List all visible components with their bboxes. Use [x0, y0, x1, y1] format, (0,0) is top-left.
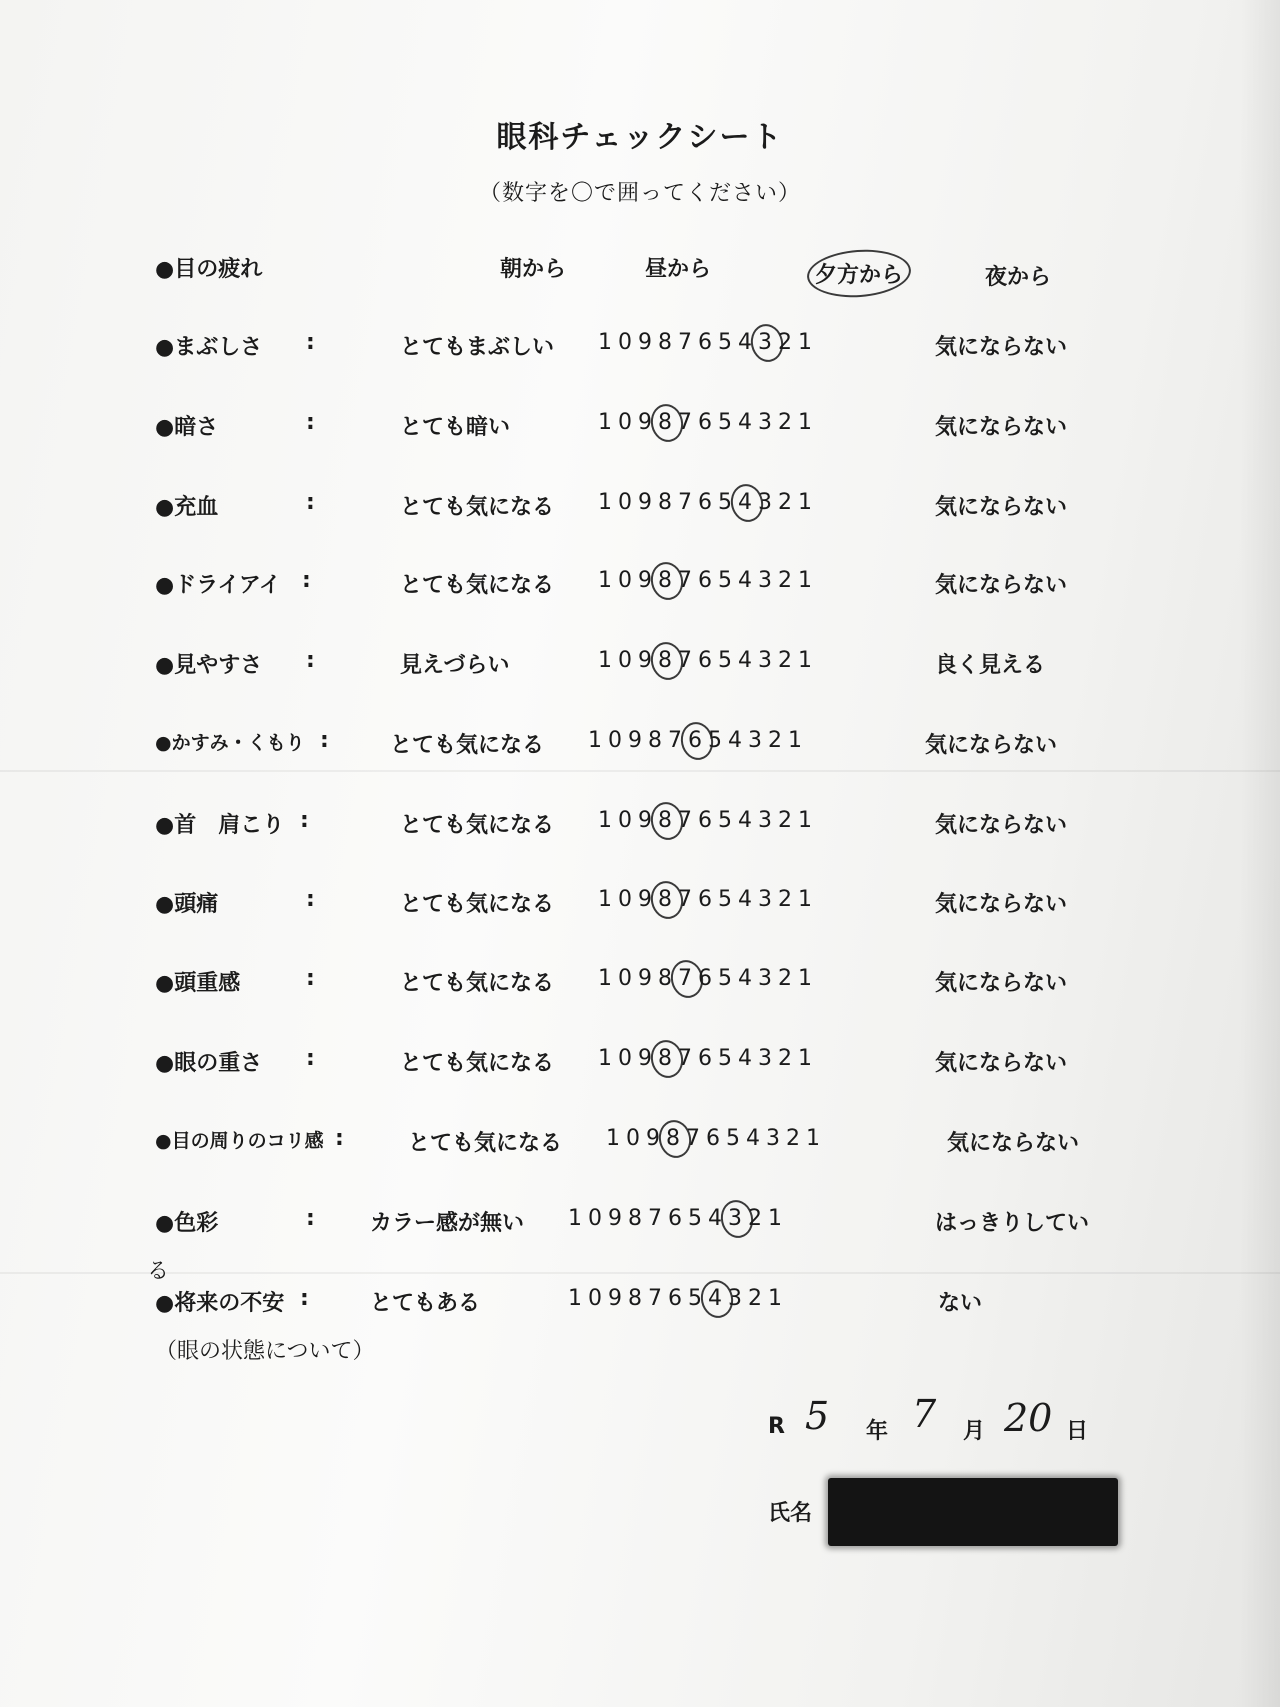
scale-number[interactable]: 3	[758, 808, 778, 833]
scale-low-label: はっきりしてい	[935, 1211, 1090, 1236]
scale-number[interactable]: 6	[698, 410, 718, 435]
scale-number-circled[interactable]: 8	[658, 410, 678, 435]
future-note-line	[0, 1334, 1280, 1374]
scale-number[interactable]: 1	[798, 330, 818, 355]
scale-number-circled[interactable]: 8	[658, 887, 678, 912]
scale-number[interactable]: 3	[728, 1286, 748, 1311]
date-year-handwritten: 5	[805, 1394, 830, 1438]
scale-number[interactable]: 8	[628, 1286, 648, 1311]
scale-numbers	[598, 568, 818, 593]
rating-row	[0, 410, 1280, 450]
row-label: ●眼の重さ	[155, 1051, 263, 1076]
scale-high-label: とても気になる	[400, 1051, 555, 1076]
scale-number[interactable]: 6	[698, 808, 718, 833]
scale-high-label: とてもある	[370, 1291, 481, 1316]
scale-number[interactable]: 9	[638, 1046, 658, 1071]
scale-number-circled[interactable]: 7	[678, 966, 698, 991]
row-colon: :	[300, 1286, 309, 1311]
row-colon: :	[306, 490, 315, 515]
row-colon: :	[306, 1206, 315, 1231]
scale-number[interactable]: 3	[758, 648, 778, 673]
scale-low-label: 良く見える	[935, 653, 1046, 678]
scale-number[interactable]: 7	[686, 1126, 706, 1151]
scale-number[interactable]: 6	[698, 887, 718, 912]
fatigue-option[interactable]: 昼から	[645, 257, 712, 282]
scale-number[interactable]: 2	[778, 410, 798, 435]
scale-number[interactable]: 6	[698, 330, 718, 355]
scale-numbers	[598, 648, 818, 673]
scale-number[interactable]: 2	[768, 728, 788, 753]
rating-row	[0, 1126, 1280, 1166]
scale-number-circled[interactable]: 8	[658, 568, 678, 593]
scale-number[interactable]: 3	[758, 568, 778, 593]
scale-number[interactable]: 1	[798, 1046, 818, 1071]
scale-number[interactable]: 1	[806, 1126, 826, 1151]
scale-number[interactable]: 5	[718, 410, 738, 435]
scale-number-circled[interactable]: 3	[758, 330, 778, 355]
scale-high-label: とてもまぶしい	[400, 335, 555, 360]
rating-row	[0, 1046, 1280, 1086]
row-label: ●頭重感	[155, 971, 241, 996]
scale-number[interactable]: 1	[798, 887, 818, 912]
scale-numbers	[598, 410, 818, 435]
scale-number[interactable]: 1	[798, 568, 818, 593]
scale-number[interactable]: 2	[778, 1046, 798, 1071]
scale-number[interactable]: 5	[718, 490, 738, 515]
scale-numbers	[598, 808, 818, 833]
scale-number[interactable]: 4	[738, 887, 758, 912]
scale-low-label: 気にならない	[947, 1131, 1080, 1156]
scale-number-circled[interactable]: 4	[708, 1286, 728, 1311]
scale-number[interactable]: 1	[798, 490, 818, 515]
fatigue-option[interactable]: 夜から	[985, 265, 1052, 290]
scale-number[interactable]: 6	[698, 490, 718, 515]
rating-row	[0, 808, 1280, 848]
scale-number[interactable]: 10	[606, 1126, 646, 1151]
scale-number[interactable]: 9	[638, 490, 658, 515]
rating-row	[0, 1206, 1280, 1246]
scale-number[interactable]: 5	[718, 330, 738, 355]
scale-number[interactable]: 3	[758, 1046, 778, 1071]
rating-row	[0, 490, 1280, 530]
row-label: ●目の周りのコリ感	[155, 1130, 324, 1152]
scale-numbers	[598, 1046, 818, 1071]
scale-number[interactable]: 10	[598, 648, 638, 673]
scale-number[interactable]: 8	[658, 330, 678, 355]
scale-number[interactable]: 5	[718, 808, 738, 833]
scale-number[interactable]: 7	[678, 1046, 698, 1071]
scale-high-label: とても気になる	[400, 813, 555, 838]
date-month-handwritten: 7	[912, 1392, 937, 1436]
scale-numbers	[598, 887, 818, 912]
scale-number[interactable]: 2	[778, 808, 798, 833]
scale-low-label: 気にならない	[935, 1051, 1068, 1076]
scale-number[interactable]: 2	[748, 1286, 768, 1311]
paper-crease	[0, 770, 1280, 772]
rating-row	[0, 648, 1280, 688]
scale-number[interactable]: 7	[678, 568, 698, 593]
scale-number[interactable]: 10	[598, 808, 638, 833]
scale-number[interactable]: 6	[698, 966, 718, 991]
scale-number[interactable]: 2	[778, 490, 798, 515]
scale-low-label: 気にならない	[935, 971, 1068, 996]
sheet-title: 眼科チェックシート	[496, 120, 784, 155]
row-label: ●かすみ・くもり	[155, 732, 305, 754]
scale-number[interactable]: 9	[638, 330, 658, 355]
scale-number[interactable]: 7	[648, 1206, 668, 1231]
scale-number[interactable]: 5	[708, 728, 728, 753]
row-colon: :	[306, 410, 315, 435]
scale-number[interactable]: 2	[786, 1126, 806, 1151]
row-colon: :	[306, 1046, 315, 1071]
scale-numbers	[598, 966, 818, 991]
scale-number[interactable]: 6	[698, 568, 718, 593]
scale-number[interactable]: 9	[638, 410, 658, 435]
scale-number[interactable]: 10	[568, 1286, 608, 1311]
scale-number[interactable]: 7	[678, 490, 698, 515]
scale-number[interactable]: 10	[598, 887, 638, 912]
scale-number[interactable]: 7	[668, 728, 688, 753]
scale-number[interactable]: 1	[768, 1286, 788, 1311]
wrapped-text: る	[147, 1259, 170, 1284]
scale-low-label: 気にならない	[935, 813, 1068, 838]
scale-number[interactable]: 1	[798, 648, 818, 673]
scale-numbers	[588, 728, 808, 753]
scale-number[interactable]: 9	[628, 728, 648, 753]
scale-number[interactable]: 3	[758, 887, 778, 912]
scale-number-circled[interactable]: 3	[728, 1206, 748, 1231]
scale-number[interactable]: 3	[748, 728, 768, 753]
scale-number[interactable]: 6	[698, 1046, 718, 1071]
row-label: ●暗さ	[155, 415, 219, 440]
scale-number[interactable]: 8	[648, 728, 668, 753]
scale-number[interactable]: 10	[598, 568, 638, 593]
scale-number[interactable]: 5	[718, 1046, 738, 1071]
row-colon: :	[306, 966, 315, 991]
scale-number-circled[interactable]: 6	[688, 728, 708, 753]
scale-number[interactable]: 10	[598, 330, 638, 355]
scale-numbers	[598, 330, 818, 355]
scale-high-label: とても気になる	[390, 733, 545, 758]
scale-number-circled[interactable]: 8	[666, 1126, 686, 1151]
row-colon: :	[335, 1126, 344, 1151]
row-colon: :	[306, 648, 315, 673]
scale-number[interactable]: 5	[718, 648, 738, 673]
scale-number[interactable]: 4	[738, 330, 758, 355]
scale-number[interactable]: 10	[588, 728, 628, 753]
scale-low-label: 気にならない	[935, 573, 1068, 598]
scale-number[interactable]: 9	[608, 1206, 628, 1231]
scale-number[interactable]: 10	[598, 490, 638, 515]
scale-number[interactable]: 3	[758, 490, 778, 515]
date-day-unit: 日	[1066, 1419, 1089, 1444]
scale-number[interactable]: 5	[726, 1126, 746, 1151]
fatigue-row	[0, 252, 1280, 292]
scale-number[interactable]: 1	[788, 728, 808, 753]
scale-low-label: 気にならない	[935, 892, 1068, 917]
scale-number-circled[interactable]: 8	[658, 648, 678, 673]
scale-number[interactable]: 7	[678, 330, 698, 355]
scale-number[interactable]: 5	[718, 966, 738, 991]
scale-number[interactable]: 6	[668, 1286, 688, 1311]
scale-number[interactable]: 7	[678, 808, 698, 833]
scale-number[interactable]: 9	[646, 1126, 666, 1151]
scale-number[interactable]: 9	[638, 808, 658, 833]
scale-number[interactable]: 1	[768, 1206, 788, 1231]
scale-number[interactable]: 4	[738, 568, 758, 593]
scale-low-label: 気にならない	[935, 415, 1068, 440]
scale-number[interactable]: 8	[658, 966, 678, 991]
date-era: R	[768, 1414, 785, 1439]
scale-number[interactable]: 2	[778, 330, 798, 355]
row-colon: :	[306, 887, 315, 912]
name-label: 氏名	[768, 1501, 813, 1526]
rating-row	[0, 887, 1280, 927]
scale-number[interactable]: 2	[778, 648, 798, 673]
scale-number[interactable]: 2	[778, 887, 798, 912]
scale-high-label: とても気になる	[400, 971, 555, 996]
scale-number[interactable]: 4	[708, 1206, 728, 1231]
scale-low-label: ない	[938, 1291, 983, 1316]
wrap-line	[0, 1254, 1280, 1294]
scale-number[interactable]: 7	[648, 1286, 668, 1311]
scale-number[interactable]: 2	[778, 966, 798, 991]
scale-number[interactable]: 4	[728, 728, 748, 753]
row-label: ●充血	[155, 495, 219, 520]
scale-numbers	[606, 1126, 826, 1151]
scale-number[interactable]: 9	[608, 1286, 628, 1311]
scale-number[interactable]: 9	[638, 966, 658, 991]
scale-high-label: 見えづらい	[400, 653, 510, 678]
scale-number[interactable]: 5	[718, 887, 738, 912]
scale-number[interactable]: 8	[658, 490, 678, 515]
scale-high-label: とても気になる	[400, 573, 555, 598]
row-label: ●色彩	[155, 1211, 219, 1236]
sheet-instructions: （数字を〇で囲ってください）	[478, 181, 801, 206]
scale-high-label: カラー感が無い	[370, 1211, 525, 1236]
scale-number-circled[interactable]: 4	[738, 490, 758, 515]
scale-number[interactable]: 9	[638, 568, 658, 593]
scale-high-label: とても気になる	[408, 1131, 563, 1156]
future-note: （眼の状態について）	[155, 1339, 375, 1364]
redacted-name-block	[828, 1478, 1118, 1546]
row-colon: :	[302, 568, 311, 593]
scale-number[interactable]: 9	[638, 887, 658, 912]
date-year-unit: 年	[866, 1419, 889, 1444]
scale-number[interactable]: 4	[738, 1046, 758, 1071]
scale-number[interactable]: 10	[568, 1206, 608, 1231]
scale-number[interactable]: 6	[698, 648, 718, 673]
scale-number[interactable]: 5	[718, 568, 738, 593]
scale-numbers	[568, 1206, 788, 1231]
row-label: ●頭痛	[155, 892, 219, 917]
scale-number-circled[interactable]: 8	[658, 1046, 678, 1071]
scale-low-label: 気にならない	[935, 335, 1068, 360]
scale-number[interactable]: 5	[688, 1206, 708, 1231]
scale-number[interactable]: 7	[678, 648, 698, 673]
scale-number[interactable]: 4	[738, 808, 758, 833]
scale-number[interactable]: 10	[598, 966, 638, 991]
scale-number[interactable]: 2	[748, 1206, 768, 1231]
date-day-handwritten: 20	[1004, 1396, 1053, 1440]
row-label: ●見やすさ	[155, 653, 263, 678]
scale-number[interactable]: 4	[738, 410, 758, 435]
scale-number-circled[interactable]: 8	[658, 808, 678, 833]
rating-row	[0, 330, 1280, 370]
date-month-unit: 月	[963, 1419, 986, 1444]
scale-number[interactable]: 10	[598, 1046, 638, 1071]
scale-low-label: 気にならない	[925, 733, 1058, 758]
row-label: ●ドライアイ	[155, 573, 281, 598]
scale-number[interactable]: 4	[738, 648, 758, 673]
row-label: ●将来の不安	[155, 1291, 285, 1316]
scale-number[interactable]: 3	[766, 1126, 786, 1151]
scale-number[interactable]: 2	[778, 568, 798, 593]
rating-row	[0, 966, 1280, 1006]
scale-number[interactable]: 1	[798, 966, 818, 991]
scale-number[interactable]: 7	[678, 410, 698, 435]
fatigue-option[interactable]: 朝から	[500, 257, 567, 282]
scale-number[interactable]: 4	[738, 966, 758, 991]
scale-number[interactable]: 5	[688, 1286, 708, 1311]
rating-row	[0, 728, 1280, 768]
scale-number[interactable]: 4	[746, 1126, 766, 1151]
scale-number[interactable]: 9	[638, 648, 658, 673]
row-colon: :	[320, 728, 329, 753]
scale-number[interactable]: 3	[758, 966, 778, 991]
scale-high-label: とても気になる	[400, 495, 555, 520]
scale-high-label: とても気になる	[400, 892, 555, 917]
scale-number[interactable]: 1	[798, 808, 818, 833]
scale-low-label: 気にならない	[935, 495, 1068, 520]
fatigue-label: ●目の疲れ	[155, 257, 263, 282]
scale-number[interactable]: 6	[706, 1126, 726, 1151]
fatigue-option-selected[interactable]: 夕方から	[815, 258, 903, 289]
scale-number[interactable]: 7	[678, 887, 698, 912]
row-colon: :	[300, 808, 309, 833]
rating-row	[0, 568, 1280, 608]
scale-number[interactable]: 3	[758, 410, 778, 435]
row-colon: :	[306, 330, 315, 355]
scale-numbers	[598, 490, 818, 515]
row-label: ●まぶしさ	[155, 335, 263, 360]
scale-high-label: とても暗い	[400, 415, 511, 440]
scale-number[interactable]: 6	[668, 1206, 688, 1231]
scale-number[interactable]: 8	[628, 1206, 648, 1231]
scale-number[interactable]: 1	[798, 410, 818, 435]
scale-number[interactable]: 10	[598, 410, 638, 435]
row-label: ●首 肩こり	[155, 813, 285, 838]
